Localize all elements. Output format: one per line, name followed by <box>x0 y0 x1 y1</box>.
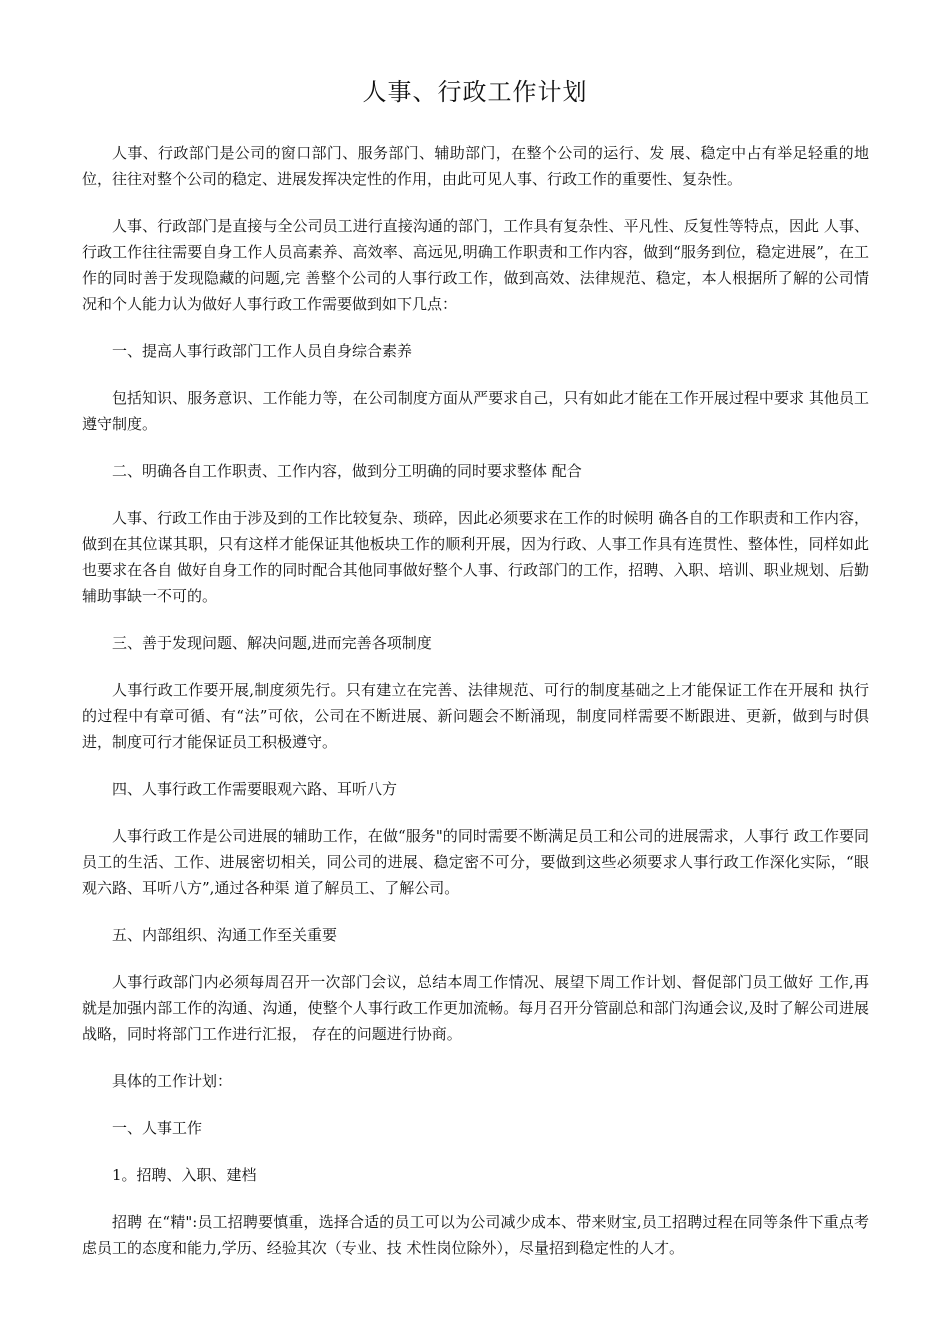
section-heading-2: 二、明确各自工作职责、工作内容，做到分工明确的同时要求整体 配合 <box>112 462 582 480</box>
paragraph-section-2: 人事、行政工作由于涉及到的工作比较复杂、琐碎，因此必须要求在工作的时候明 确各自的工作职责和工作内容，做到在其位谋其职，只有这样才能保证其他板块工作的顺利开展，因为行政、人事工作具有连贯性、整体性，同样如此也要求在各自 做好自身工作的同时配合其他同事做好整个人事、行政部门的工作，招聘、入职、培训、职业规划、后勤辅助事缺一不可的。 <box>82 509 869 605</box>
document-body <box>82 140 869 1282</box>
paragraph-plan-1: 招聘 在“精":员工招聘要慎重，选择合适的员工可以为公司减少成本、带来财宝,员工招聘过程在同等条件下重点考虑员工的态度和能力,学历、经验其次（专业、技 术性岗位除外），尽量招到稳定性的人才。 <box>82 1213 869 1257</box>
paragraph-section-1: 包括知识、服务意识、工作能力等，在公司制度方面从严要求自己，只有如此才能在工作开展过程中要求 其他员工遵守制度。 <box>82 389 869 433</box>
plan-heading: 具体的工作计划： <box>112 1072 233 1090</box>
paragraph-intro-2: 人事、行政部门是直接与全公司员工进行直接沟通的部门，工作具有复杂性、平凡性、反复性等特点，因此 人事、行政工作往往需要自身工作人员高素养、高效率、高远见,明确工作职责和工作内容，做到“服务到位，稳定进展”，在工作的同时善于发现隐藏的问题,完 善整个公司的人事行政工作，做到高效、法律规范、稳定，本人根据所了解的公司情况和个人能力认为做好人事行政工作需要做到如下几点： <box>82 217 869 313</box>
plan-subheading-1: 1。招聘、入职、建档 <box>112 1166 257 1184</box>
paragraph-section-3: 人事行政工作要开展,制度须先行。只有建立在完善、法律规范、可行的制度基础之上才能保证工作在开展和 执行的过程中有章可循、有“法”可依，公司在不断进展、新问题会不断涌现，制度同样需要不断跟进、更新，做到与时俱进，制度可行才能保证员工积极遵守。 <box>82 681 869 751</box>
section-heading-3: 三、善于发现问题、解决问题,进而完善各项制度 <box>112 634 432 652</box>
section-heading-4: 四、人事行政工作需要眼观六路、耳听八方 <box>112 780 398 798</box>
section-heading-1: 一、提高人事行政部门工作人员自身综合素养 <box>112 342 413 360</box>
paragraph-section-4: 人事行政工作是公司进展的辅助工作，在做“服务"的同时需要不断满足员工和公司的进展需求，人事行 政工作要同员工的生活、工作、进展密切相关，同公司的进展、稳定密不可分，要做到这些必须要求人事行政工作深化实际，“眼观六路、耳听八方”,通过各种渠 道了解员工、了解公司。 <box>82 827 869 897</box>
document-title: 人事、行政工作计划 <box>362 78 588 106</box>
paragraph-section-5: 人事行政部门内必须每周召开一次部门会议，总结本周工作情况、展望下周工作计划、督促部门员工做好 工作,再就是加强内部工作的沟通、沟通，使整个人事行政工作更加流畅。每月召开分管副总和部门沟通会议,及时了解公司进展战略，同时将部门工作进行汇报， 存在的问题进行协商。 <box>82 973 869 1043</box>
plan-section-heading-1: 一、人事工作 <box>112 1119 203 1137</box>
section-heading-5: 五、内部组织、沟通工作至关重要 <box>112 926 338 944</box>
paragraph-intro-1: 人事、行政部门是公司的窗口部门、服务部门、辅助部门，在整个公司的运行、发 展、稳定中占有举足轻重的地位，往往对整个公司的稳定、进展发挥决定性的作用，由此可见人事、行政工作的重要性、复杂性。 <box>82 144 869 188</box>
